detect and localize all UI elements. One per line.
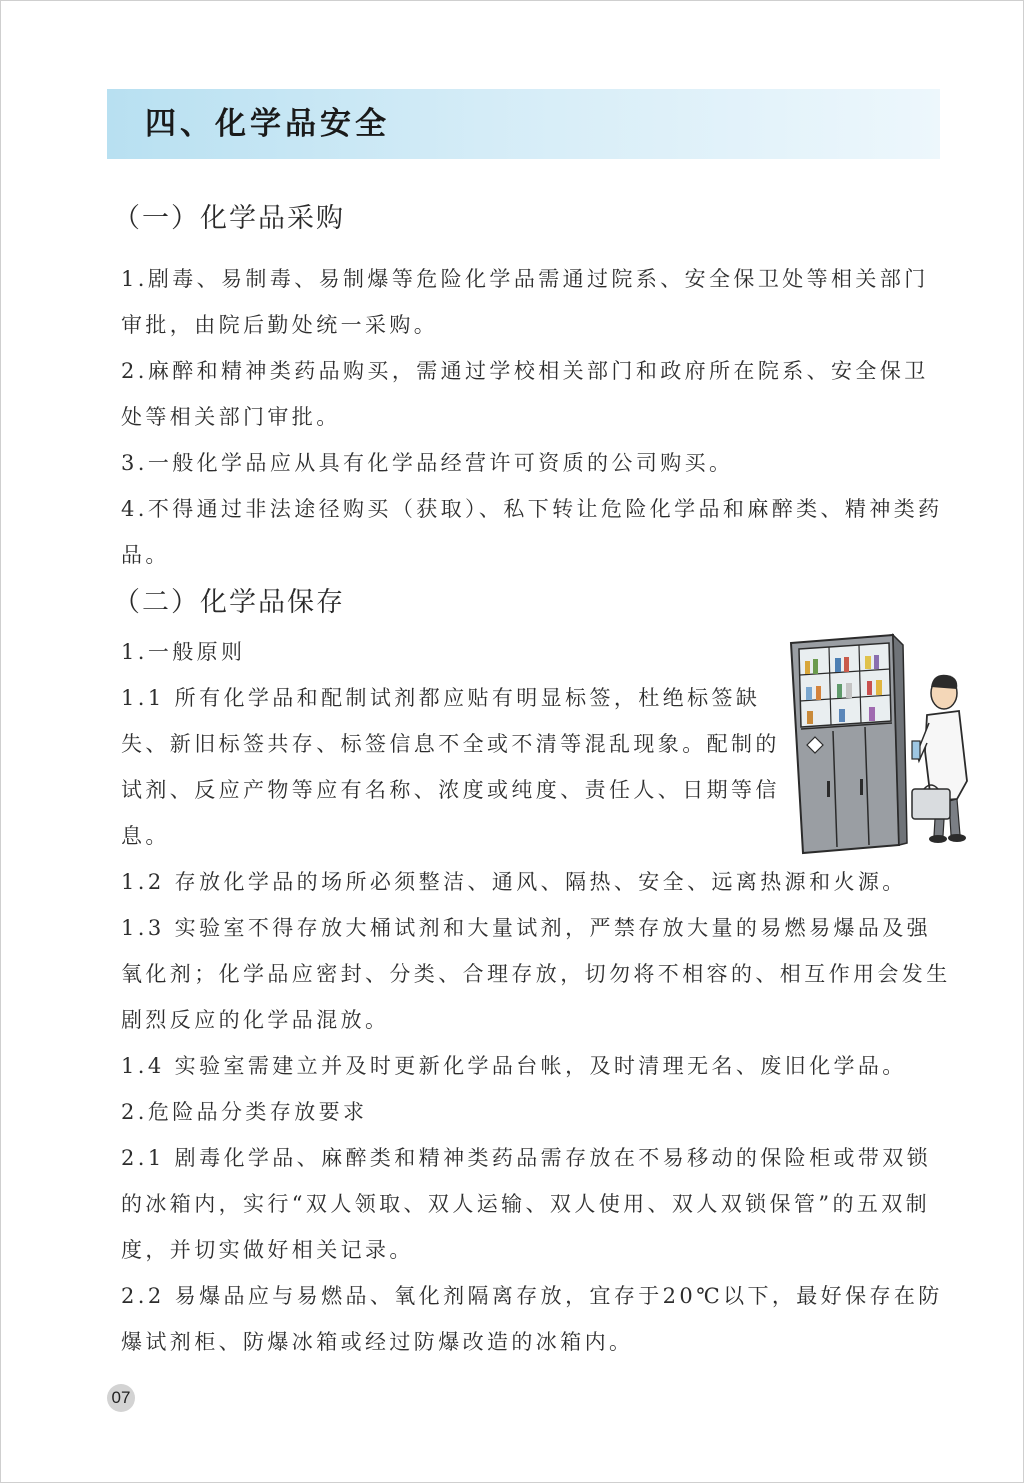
section-title-procurement: （一）化学品采购 — [113, 203, 345, 234]
storage-item-1-1: 1.1 所有化学品和配制试剂都应贴有明显标签，杜绝标签缺失、新旧标签共存、标签信息不全或不清等混乱现象。配制的试剂、反应产物等应有名称、浓度或纯度、责任人、日期等信息。 — [121, 686, 780, 848]
storage-heading-hazard: 2.危险品分类存放要求 — [121, 1100, 368, 1124]
procurement-item-1: 1.剧毒、易制毒、易制爆等危险化学品需通过院系、安全保卫处等相关部门审批，由院后勤处统一采购。 — [121, 267, 929, 337]
procurement-item-3: 3.一般化学品应从具有化学品经营许可资质的公司购买。 — [121, 451, 734, 475]
chemist-with-chemical-cabinet-icon — [781, 631, 981, 856]
page-number-badge: 07 — [107, 1384, 135, 1412]
chapter-banner — [107, 89, 940, 159]
storage-item-1-3: 1.3 实验室不得存放大桶试剂和大量试剂，严禁存放大量的易燃易爆品及强氧化剂；化学品应密封、分类、合理存放，切勿将不相容的、相互作用会发生剧烈反应的化学品混放。 — [121, 916, 951, 1032]
storage-item-2-1: 2.1 剧毒化学品、麻醉类和精神类药品需存放在不易移动的保险柜或带双锁的冰箱内，实行“双人领取、双人运输、双人使用、双人双锁保管”的五双制度，并切实做好相关记录。 — [121, 1146, 932, 1262]
storage-heading-general: 1.一般原则 — [121, 640, 246, 664]
procurement-item-2: 2.麻醉和精神类药品购买，需通过学校相关部门和政府所在院系、安全保卫处等相关部门审批。 — [121, 359, 929, 429]
chapter-title: 四、化学品安全 — [145, 106, 390, 142]
storage-item-2-2: 2.2 易爆品应与易燃品、氧化剂隔离存放，宜存于20℃以下，最好保存在防爆试剂柜、防爆冰箱或经过防爆改造的冰箱内。 — [121, 1284, 943, 1354]
section-title-storage: （二）化学品保存 — [113, 587, 345, 618]
procurement-item-4: 4.不得通过非法途径购买（获取）、私下转让危险化学品和麻醉类、精神类药品。 — [121, 497, 943, 567]
storage-item-1-2: 1.2 存放化学品的场所必须整洁、通风、隔热、安全、远离热源和火源。 — [121, 870, 907, 894]
storage-item-1-4: 1.4 实验室需建立并及时更新化学品台帐，及时清理无名、废旧化学品。 — [121, 1054, 907, 1078]
